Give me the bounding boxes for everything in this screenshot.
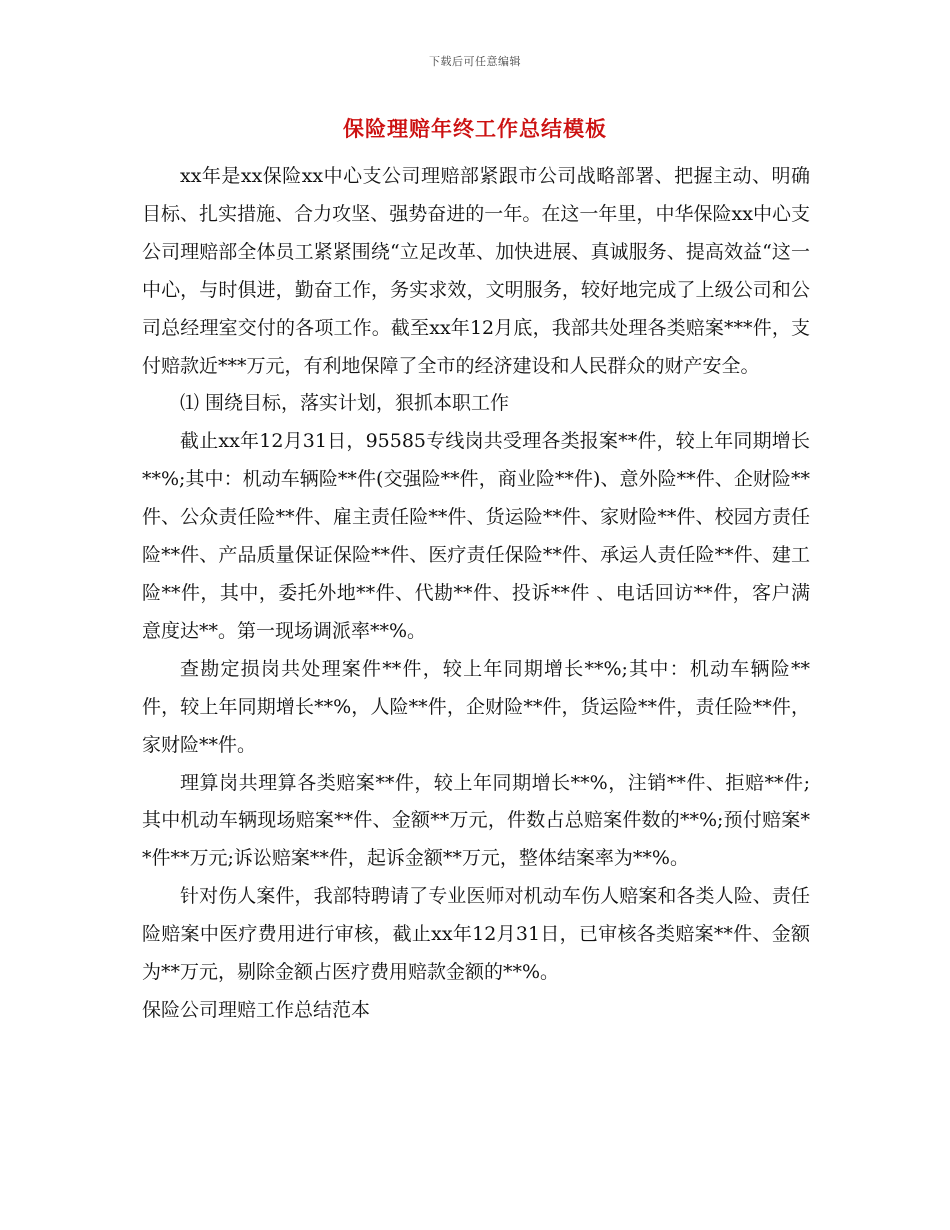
section-heading: ⑴ 围绕目标，落实计划，狠抓本职工作 — [180, 392, 510, 415]
paragraph-intro: xx年是xx保险xx中心支公司理赔部紧跟市公司战略部署、把握主动、明确目标、扎实措施、合力攻坚、强势奋进的一年。在这一年里，中华保险xx中心支公司理赔部全体员工紧紧围绕“立足改革、加快进展、真诚服务、提高效益“这一中心，与时俱进，勤奋工作，务实求效，文明服务，较好地完成了上级公司和公司总经理室交付的各项工作。截至xx年12月底，我部共处理各类赔案***件，支付赔款近***万元，有利地保障了全市的经济建设和人民群众的财产安全。 — [142, 165, 810, 377]
paragraph-hotline: 截止xx年12月31日，95585专线岗共受理各类报案**件，较上年同期增长**%;其中：机动车辆险**件(交强险**件，商业险**件)、意外险**件、企财险**件、公众责任险**件、雇主责任险**件、货运险**件、家财险**件、校园方责任险**件、产品质量保证保险**件、医疗责任保险**件、承运人责任险**件、建工险**件，其中，委托外地**件、代勘**件、投诉**件 、电话回访**件，客户满意度达**。第一现场调派率**%。 — [142, 430, 810, 642]
paragraph-survey: 查勘定损岗共处理案件**件，较上年同期增长**%;其中：机动车辆险**件，较上年同期增长**%，人险**件，企财险**件，货运险**件，责任险**件，家财险**件。 — [142, 657, 810, 756]
paragraph-injury: 针对伤人案件，我部特聘请了专业医师对机动车伤人赔案和各类人险、责任险赔案中医疗费用进行审核，截止xx年12月31日，已审核各类赔案**件、金额为**万元，剔除金额占医疗费用赔款金额的**%。 — [142, 885, 810, 984]
page-header-note: 下载后可任意编辑 — [429, 55, 521, 68]
document-body — [142, 158, 810, 1030]
paragraph-closing-title: 保险公司理赔工作总结范本 — [142, 998, 371, 1021]
document-title: 保险理赔年终工作总结模板 — [343, 116, 607, 141]
paragraph-adjustment: 理算岗共理算各类赔案**件，较上年同期增长**%，注销**件、拒赔**件;其中机动车辆现场赔案**件、金额**万元，件数占总赔案件数的**%;预付赔案**件**万元;诉讼赔案**件，起诉金额**万元，整体结案率为**%。 — [142, 771, 810, 870]
